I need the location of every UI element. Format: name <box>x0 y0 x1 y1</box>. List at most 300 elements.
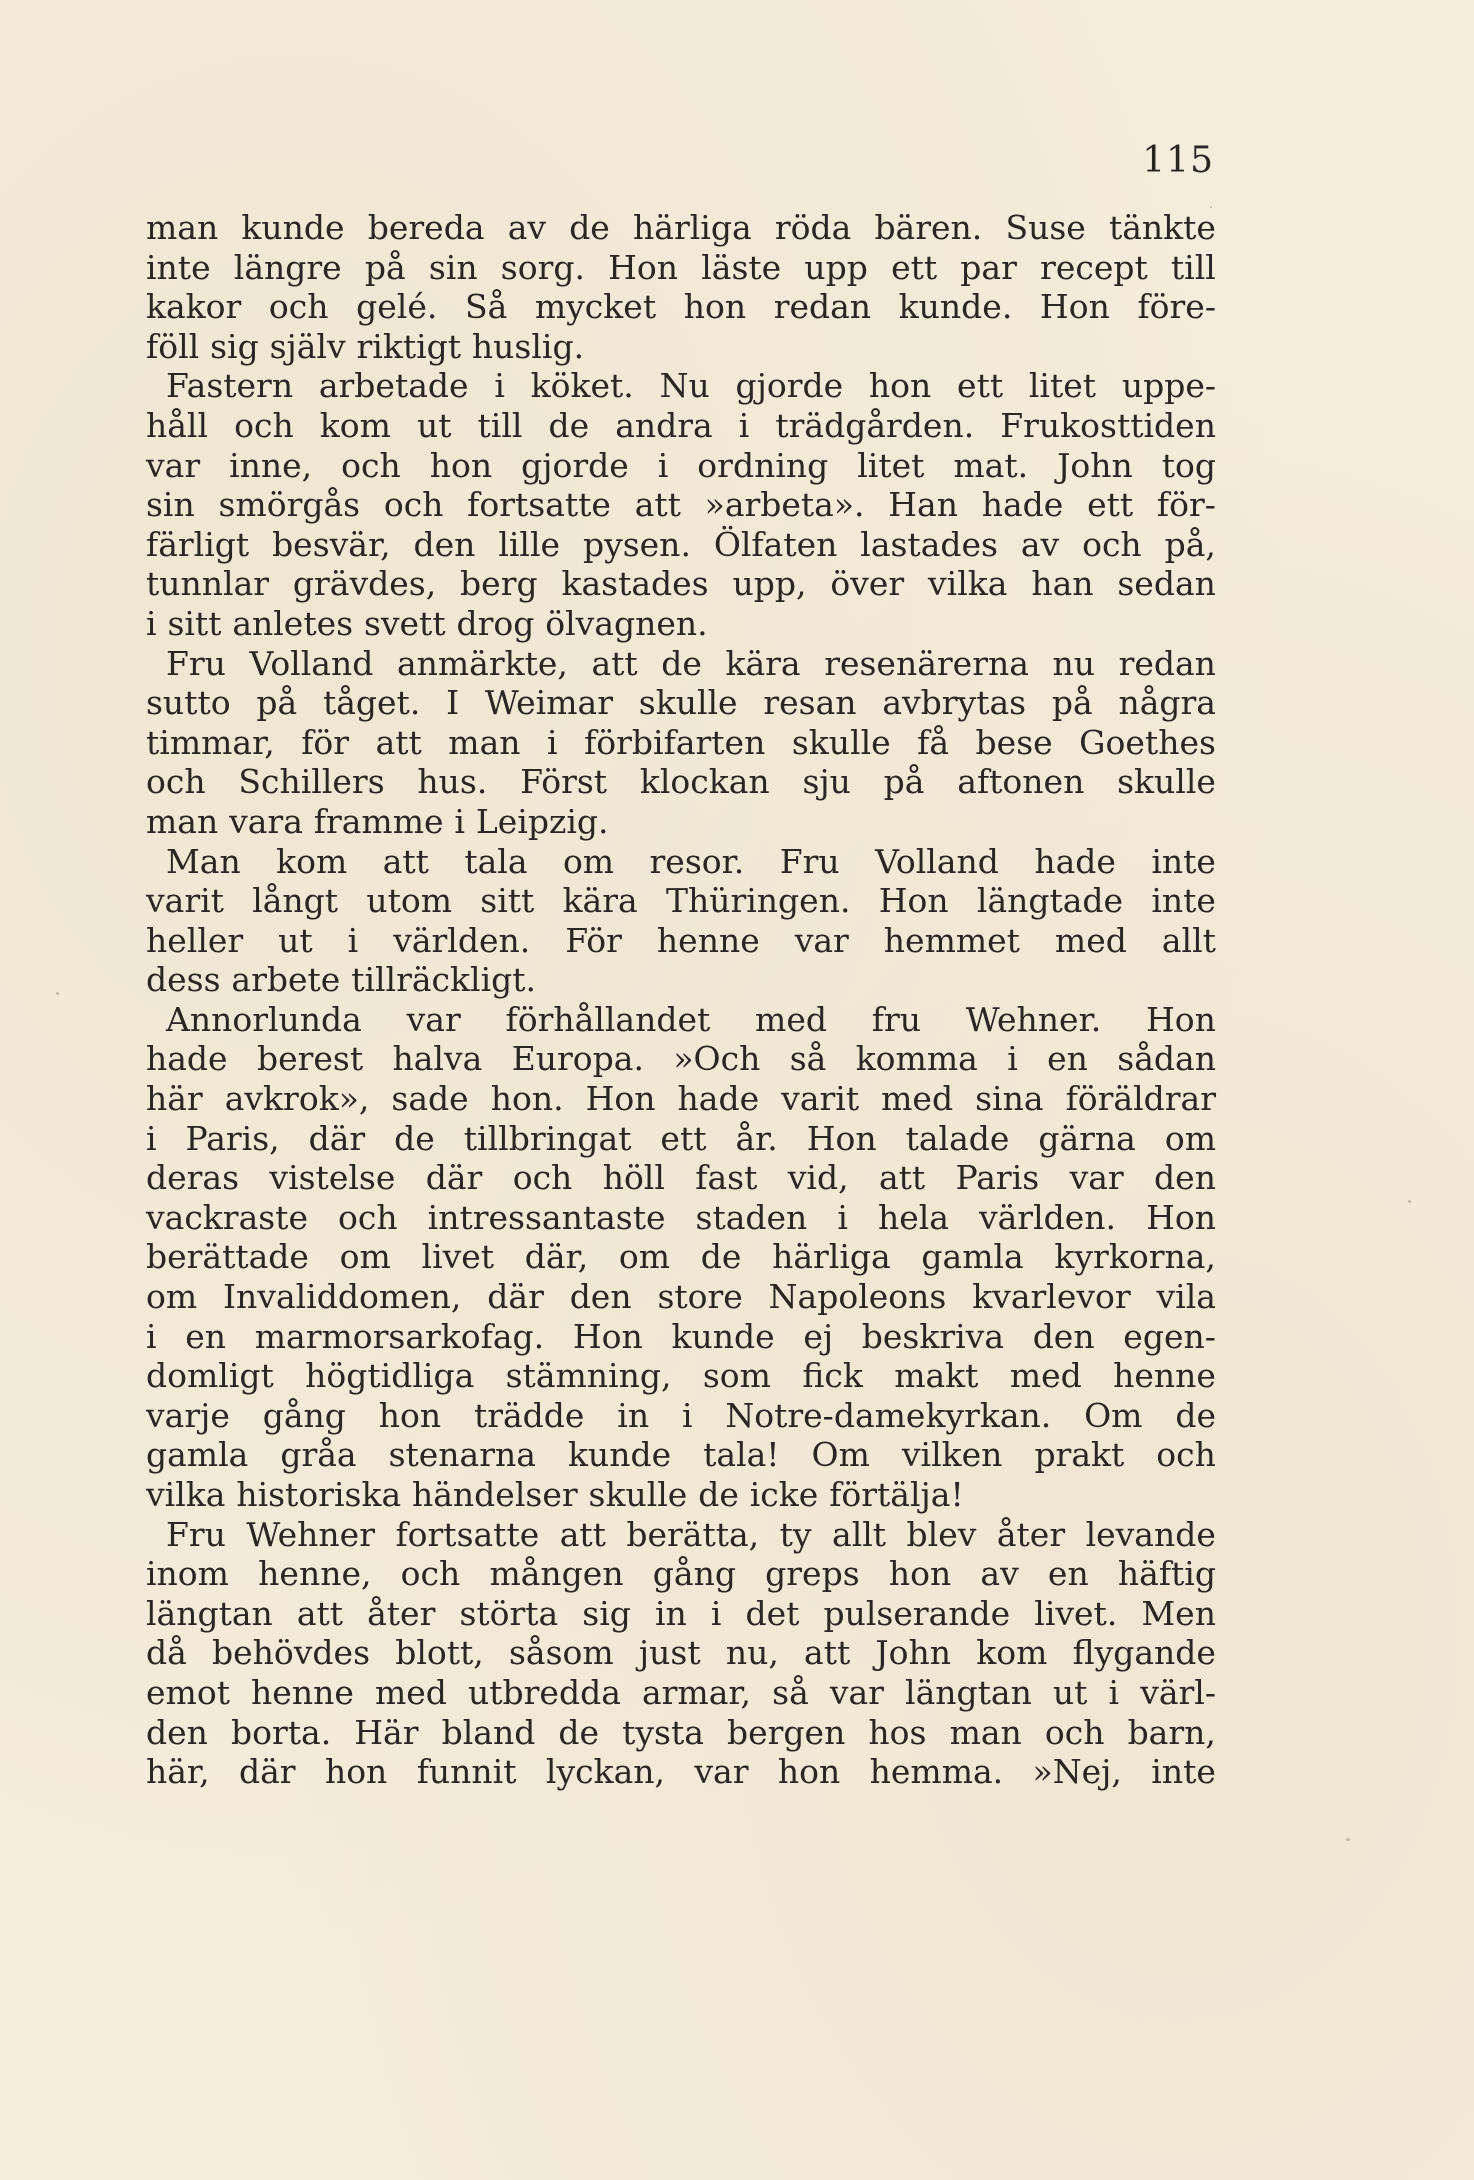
word: mat. <box>953 445 1029 485</box>
word: kvarlevor <box>972 1277 1131 1317</box>
word: John <box>1057 445 1133 485</box>
word: redan <box>1118 643 1216 683</box>
word: anmärkte, <box>396 643 568 683</box>
word: tala <box>464 841 528 881</box>
word: gamla <box>921 1237 1024 1277</box>
word: store <box>657 1277 743 1317</box>
word: ty <box>779 1514 812 1554</box>
word: härliga <box>633 208 752 247</box>
word: föräldrar <box>1065 1079 1216 1119</box>
word: att <box>634 485 681 525</box>
word: några <box>1118 683 1216 723</box>
word: allt <box>1161 920 1216 960</box>
word: varit <box>781 1079 860 1119</box>
word: skulle <box>1117 762 1216 802</box>
word: Ölfaten <box>713 524 838 564</box>
word: längtan <box>905 1672 1032 1712</box>
word: till <box>477 405 523 445</box>
word: sådan <box>1117 1039 1216 1079</box>
text-line <box>146 1119 1216 1159</box>
word: vilka <box>928 564 1008 604</box>
word: sig <box>582 1593 631 1633</box>
word: köket. <box>530 366 634 406</box>
word: hon <box>378 1395 442 1435</box>
word: utbredda <box>468 1672 621 1712</box>
word: Nu <box>659 366 710 406</box>
word: blott, <box>395 1633 484 1673</box>
word: kastades <box>561 564 709 604</box>
word: timmar, <box>146 722 275 762</box>
word: andra <box>615 405 713 445</box>
word: och <box>400 1554 461 1594</box>
word: Paris <box>955 1158 1040 1198</box>
word: Hon <box>585 1079 656 1119</box>
word: sig <box>210 326 259 366</box>
word: Europa. <box>511 1039 644 1079</box>
word: såsom <box>509 1633 614 1673</box>
word: läste <box>701 247 782 287</box>
text-line <box>146 1594 1216 1634</box>
word: i <box>710 1593 722 1633</box>
word: tunnlar <box>146 564 270 604</box>
text-line <box>146 1158 1216 1198</box>
word: så <box>772 1672 809 1712</box>
word: den <box>146 1712 208 1752</box>
word: hon <box>777 1752 841 1792</box>
word: bese <box>975 722 1053 762</box>
word: lyckan, <box>545 1752 665 1792</box>
word: ej <box>803 1316 834 1356</box>
word: dess <box>146 960 221 1000</box>
word: Notre-damekyrkan. <box>725 1395 1052 1435</box>
word: talade <box>905 1118 1010 1158</box>
word: hus. <box>417 762 488 802</box>
word: de <box>569 208 610 247</box>
word: om <box>146 1277 198 1317</box>
word: om <box>339 1237 391 1277</box>
word: i <box>681 1395 693 1435</box>
word: blev <box>906 1514 977 1554</box>
word: och <box>1156 1435 1216 1475</box>
word: om <box>618 1237 671 1277</box>
word: icke <box>749 1475 819 1514</box>
word: hade <box>677 1079 760 1119</box>
word: förhållandet <box>505 999 711 1039</box>
word: recept <box>1040 247 1148 287</box>
word: att <box>591 643 638 683</box>
word: skulle <box>791 722 891 762</box>
word: om <box>562 841 615 881</box>
word: man <box>949 1712 1022 1752</box>
word: var <box>1069 1158 1124 1198</box>
word: gång <box>262 1395 346 1435</box>
word: de <box>558 1712 600 1752</box>
word: sitt <box>167 603 222 643</box>
word: Hon <box>1039 287 1110 327</box>
word: heller <box>146 920 244 960</box>
word: att <box>296 1593 344 1633</box>
word: inte <box>1151 881 1216 921</box>
word: fast <box>695 1158 758 1198</box>
word: hade <box>146 1039 228 1079</box>
word: man <box>146 801 219 841</box>
word: gjorde <box>521 445 629 485</box>
word: före- <box>1137 287 1216 327</box>
word: Hon <box>1146 999 1216 1039</box>
word: bären. <box>874 208 983 247</box>
word: var <box>794 920 849 960</box>
word: trädgården. <box>775 405 975 445</box>
word: tillräckligt. <box>351 960 537 1000</box>
word: det <box>745 1593 800 1633</box>
word: Wehner <box>246 1514 375 1554</box>
word: fortsatte <box>395 1514 540 1554</box>
text-line <box>146 802 1216 842</box>
word: händelser <box>412 1475 578 1514</box>
word: Fru <box>779 841 840 881</box>
word: Här <box>354 1712 419 1752</box>
word: Invaliddomen, <box>223 1277 462 1317</box>
word: Schillers <box>238 762 385 802</box>
word: hon <box>868 366 932 406</box>
word: på <box>883 762 925 802</box>
text-line <box>146 446 1216 486</box>
word: redan <box>773 287 872 327</box>
word: prakt <box>1034 1435 1125 1475</box>
word: besvär, <box>272 524 391 564</box>
word: att <box>804 1633 851 1673</box>
word: här <box>146 1079 203 1119</box>
word: varje <box>146 1395 230 1435</box>
word: in <box>617 1395 650 1435</box>
word: en <box>185 1316 227 1356</box>
word: livet. <box>1034 1593 1118 1633</box>
word: och <box>268 287 329 327</box>
word: gång <box>652 1554 736 1594</box>
word: i <box>837 1197 848 1237</box>
paper-speck <box>1210 206 1212 208</box>
word: till <box>1170 247 1216 287</box>
text-line <box>146 366 1216 406</box>
word: var <box>694 1752 749 1792</box>
word: inom <box>146 1554 229 1594</box>
word: att <box>559 1514 606 1554</box>
word: långt <box>252 881 339 921</box>
word: sutto <box>146 683 231 723</box>
word: historiska <box>236 1475 402 1514</box>
paper-speck <box>56 992 59 995</box>
word: kom <box>976 1633 1048 1673</box>
word: inte <box>146 247 211 287</box>
text-line <box>146 1435 1216 1475</box>
word: sedan <box>1117 564 1216 604</box>
word: den <box>1032 1316 1095 1356</box>
word: hela <box>877 1197 949 1237</box>
word: i <box>347 920 359 960</box>
word: Hon <box>806 1118 877 1158</box>
text-line <box>146 287 1216 327</box>
word: upp, <box>732 564 807 604</box>
word: och <box>1082 524 1142 564</box>
word: och <box>146 762 206 802</box>
word: ut <box>416 405 452 445</box>
word: utom <box>366 881 453 921</box>
word: tala! <box>703 1435 780 1475</box>
word: Fru <box>166 643 226 683</box>
word: förbifarten <box>584 722 766 762</box>
word: med <box>755 999 827 1039</box>
word: fortsatte <box>467 485 611 525</box>
word: vilken <box>901 1435 1003 1475</box>
text-line <box>146 1554 1216 1594</box>
word: och <box>234 405 294 445</box>
word: fick <box>802 1356 863 1396</box>
word: Fastern <box>166 366 294 406</box>
word: så <box>789 1039 827 1079</box>
word: Så <box>464 287 508 327</box>
word: svett <box>363 603 446 643</box>
word: på <box>364 247 406 287</box>
word: världen. <box>393 920 531 960</box>
word: gelé. <box>356 287 438 327</box>
word: stenarna <box>388 1435 536 1475</box>
word: och <box>383 485 444 525</box>
word: makt <box>894 1356 979 1396</box>
word: huslig. <box>471 326 585 366</box>
word: hemma. <box>869 1752 1004 1792</box>
word: ut <box>1052 1672 1088 1712</box>
word: uppe- <box>1121 366 1216 406</box>
word: »Nej, <box>1032 1752 1122 1792</box>
word: då <box>146 1633 187 1673</box>
text-line <box>146 683 1216 723</box>
word: ett <box>660 1118 707 1158</box>
word: egen- <box>1123 1316 1216 1356</box>
word: att <box>878 1158 926 1198</box>
word: resenärerna <box>824 643 1029 683</box>
word: kunde <box>567 1435 672 1475</box>
word: Men <box>1141 1593 1216 1633</box>
text-line <box>146 1475 1216 1515</box>
word: par <box>960 247 1017 287</box>
word: henne <box>251 1672 354 1712</box>
word: mången <box>489 1554 624 1594</box>
word: armar, <box>641 1672 752 1712</box>
word: år. <box>735 1118 778 1158</box>
word: Hon <box>572 1316 643 1356</box>
word: Suse <box>1005 208 1086 247</box>
word: längre <box>233 247 342 287</box>
word: ett <box>891 247 938 287</box>
word: »Och <box>673 1039 761 1079</box>
word: där <box>425 1158 483 1198</box>
word: var <box>406 999 461 1039</box>
word: nu, <box>725 1633 779 1673</box>
page-number: 115 <box>1142 140 1214 181</box>
text-line <box>146 1277 1216 1317</box>
word: Om <box>811 1435 870 1475</box>
word: för <box>301 722 350 762</box>
word: grävdes, <box>292 564 437 604</box>
word: bland <box>441 1712 536 1752</box>
word: sitt <box>480 881 535 921</box>
text-line <box>146 248 1216 288</box>
word: berest <box>256 1039 364 1079</box>
word: Först <box>520 762 608 802</box>
word: gamla <box>146 1435 249 1475</box>
word: Fru <box>166 1514 226 1554</box>
word: där <box>238 1752 296 1792</box>
word: var <box>829 1672 884 1712</box>
word: sin <box>428 247 478 287</box>
word: beskriva <box>861 1316 1004 1356</box>
text-line <box>146 1673 1216 1713</box>
text-line <box>146 921 1216 961</box>
word: upp <box>804 247 868 287</box>
word: behövdes <box>212 1633 371 1673</box>
text-line <box>146 644 1216 684</box>
word: Napoleons <box>768 1277 947 1317</box>
word: hade <box>981 485 1064 525</box>
word: hon <box>888 1554 952 1594</box>
word: vackraste <box>146 1197 308 1237</box>
word: Goethes <box>1079 722 1216 762</box>
word: Hon <box>608 247 679 287</box>
word: skulle <box>638 683 738 723</box>
word: mycket <box>534 287 657 327</box>
word: vilka <box>146 1475 226 1514</box>
word: i <box>738 405 750 445</box>
word: riktigt <box>356 326 462 366</box>
text-line <box>146 1515 1216 1555</box>
word: tänkte <box>1108 208 1216 247</box>
word: på <box>1051 683 1093 723</box>
word: varit <box>146 881 224 921</box>
word: värl- <box>1140 1672 1216 1712</box>
word: kunde. <box>898 287 1013 327</box>
word: man <box>448 722 521 762</box>
word: den <box>1154 1158 1216 1198</box>
word: de <box>700 1237 742 1277</box>
word: barn, <box>1127 1712 1216 1752</box>
word: en <box>1047 1554 1089 1594</box>
word: inte <box>1151 1752 1216 1792</box>
word: vara <box>229 801 303 841</box>
word: och <box>341 445 401 485</box>
word: i <box>657 445 669 485</box>
word: levande <box>1085 1514 1216 1554</box>
word: pysen. <box>582 524 691 564</box>
word: som <box>702 1356 771 1396</box>
word: Volland <box>875 841 999 881</box>
word: av <box>507 208 547 247</box>
word: härliga <box>772 1237 891 1277</box>
word: han <box>1031 564 1094 604</box>
text-line <box>146 564 1216 604</box>
word: ordning <box>697 445 829 485</box>
word: om <box>1164 1118 1216 1158</box>
word: längtan <box>146 1593 273 1633</box>
word: längtade <box>976 881 1124 921</box>
word: ett <box>957 366 1004 406</box>
word: att <box>382 841 429 881</box>
word: den <box>569 1277 632 1317</box>
word: Paris, <box>185 1118 280 1158</box>
word: där, <box>524 1237 589 1277</box>
word: här, <box>146 1752 210 1792</box>
word: kom <box>319 405 391 445</box>
word: i <box>146 1118 157 1158</box>
word: röda <box>774 208 852 247</box>
word: Han <box>888 485 958 525</box>
word: Volland <box>249 643 374 683</box>
word: sorg. <box>500 247 585 287</box>
word: gärna <box>1038 1118 1136 1158</box>
word: i <box>547 722 558 762</box>
word: de <box>394 1118 435 1158</box>
word: där <box>308 1118 366 1158</box>
text-line <box>146 208 1216 248</box>
word: i <box>494 366 505 406</box>
word: in <box>654 1593 687 1633</box>
word: pulserande <box>823 1593 1011 1633</box>
text-line <box>146 1317 1216 1357</box>
word: med <box>1054 920 1127 960</box>
word: i <box>146 1316 157 1356</box>
word: de <box>661 643 702 683</box>
word: förtälja! <box>829 1475 964 1514</box>
word: framme <box>313 801 444 841</box>
word: ett <box>1087 485 1134 525</box>
word: kunde <box>241 208 345 247</box>
text-line <box>146 1079 1216 1119</box>
word: klockan <box>639 762 770 802</box>
word: borta. <box>231 1712 332 1752</box>
word: inte <box>1151 841 1216 881</box>
word: »arbeta». <box>704 485 865 525</box>
word: Om <box>1084 1395 1143 1435</box>
word: John <box>875 1633 952 1673</box>
word: av <box>980 1554 1019 1594</box>
text-line <box>146 1000 1216 1040</box>
word: Leipzig. <box>475 801 609 841</box>
word: domligt <box>146 1356 274 1396</box>
word: den <box>413 524 476 564</box>
word: på, <box>1164 524 1216 564</box>
word: tåget. <box>322 683 421 723</box>
text-line <box>146 762 1216 802</box>
word: och <box>1044 1712 1105 1752</box>
word: de <box>698 1475 739 1514</box>
word: högtidliga <box>305 1356 475 1396</box>
word: intressantaste <box>427 1197 666 1237</box>
text-line <box>146 525 1216 565</box>
word: världen. <box>978 1197 1117 1237</box>
word: Hon <box>1146 1197 1216 1237</box>
paper-speck <box>1346 1838 1350 1841</box>
word: smörgås <box>218 485 361 525</box>
word: bereda <box>367 208 485 247</box>
word: över <box>830 564 905 604</box>
word: emot <box>146 1672 230 1712</box>
word: hon <box>429 445 493 485</box>
text-line <box>146 1356 1216 1396</box>
word: ölvagnen. <box>545 603 708 643</box>
text-line <box>146 1039 1216 1079</box>
word: tog <box>1161 445 1216 485</box>
word: Hon <box>878 881 949 921</box>
word: greps <box>765 1554 860 1594</box>
